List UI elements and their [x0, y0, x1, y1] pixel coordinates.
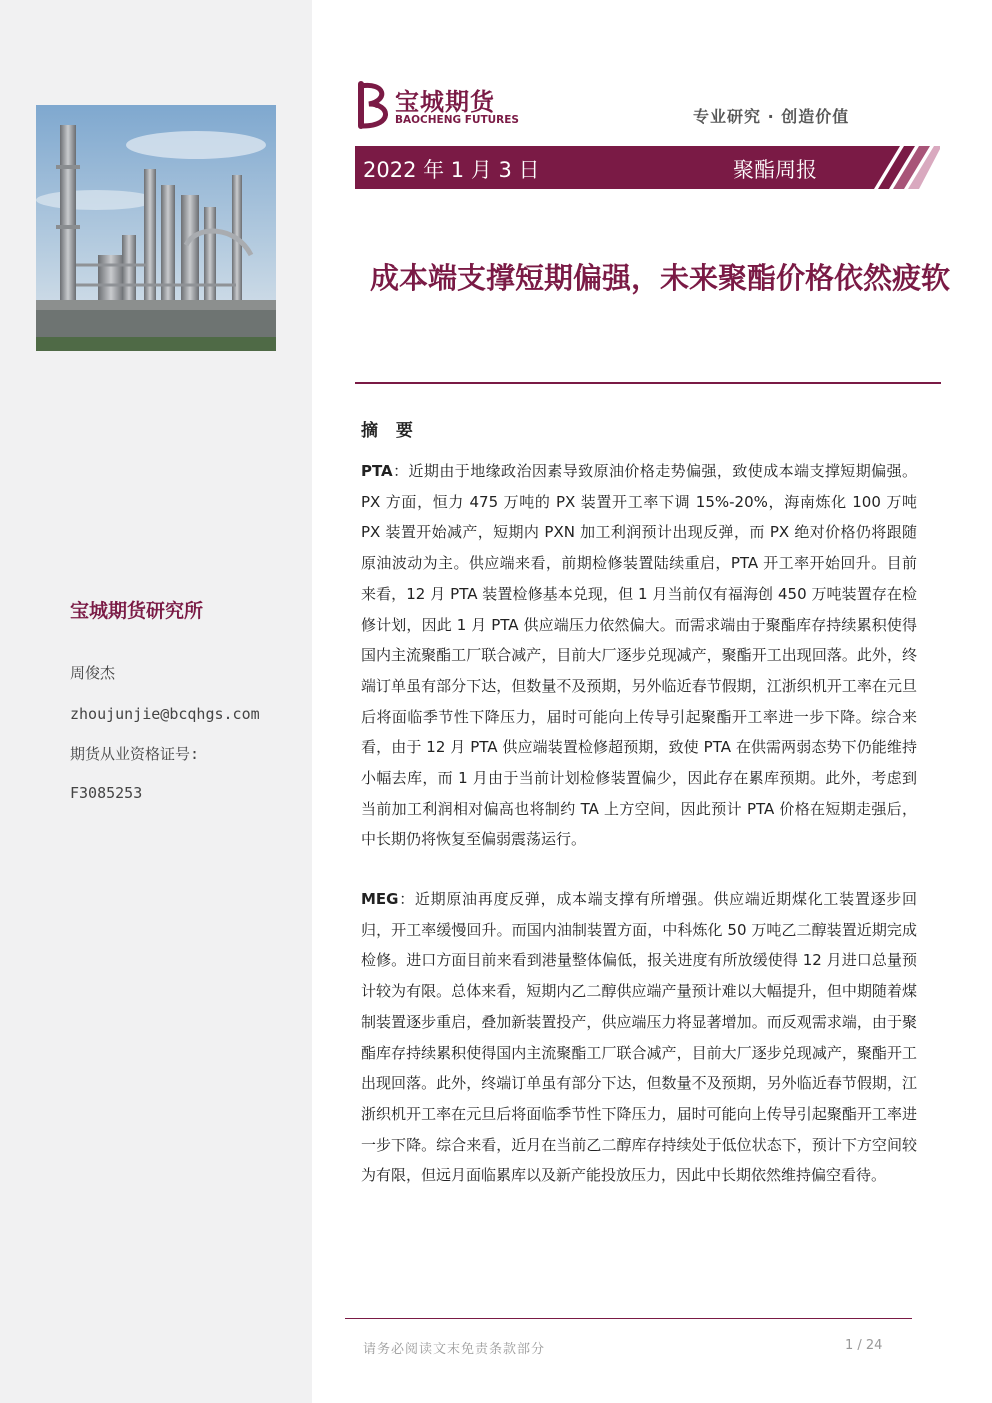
report-type: 聚酯周报 — [733, 158, 817, 182]
pta-tag: PTA — [361, 462, 393, 480]
meg-text: ：近期原油再度反弹，成本端支撑有所增强。供应端近期煤化工装置逐步回归，开工率缓慢回升。而国内油制装置方面，中科炼化 50 万吨乙二醇装置近期完成检修。进口方面目前来看到港量整体偏低，报关进度有所放缓使得 12 月进口总量预计较为有限。总体来看，短期内乙二醇供应端产量预计难以大幅提升，但中期随着煤制装置逐步重启，叠加新装置投产，供应端压力将显著增加。而反观需求端，由于聚酯库存持续累积使得国内主流聚酯工厂联合减产，目前大厂逐步兑现减产，聚酯开工出现回落。此外，终端订单虽有部分下达，但数量不及预期，另外临近春节假期，江浙织机开工率在元旦后将面临季节性下降压力，届时可能向上传导引起聚酯开工率进一步下降。综合来看，近月在当前乙二醇库存持续处于低位状态下，预计下方空间较为有限，但远月面临累库以及新产能投放压力，因此中长期依然维持偏空看待。 — [361, 890, 917, 1185]
report-banner — [355, 146, 940, 189]
pta-text: ：近期由于地缘政治因素导致原油价格走势偏强，致使成本端支撑短期偏强。PX 方面，恒力 475 万吨的 PX 装置开工率下调 15%-20%，海南炼化 100 万吨 PX 装置开始减产，短期内 PXN 加工利润预计出现反弹，而 PX 绝对价格仍将跟随原油波动为主。供应端来看，前期检修装置陆续重启，PTA 开工率开始回升。目前来看，12 月 PTA 装置检修基本兑现，但 1 月当前仅有福海创 450 万吨装置存在检修计划，因此 1 月 PTA 供应端压力依然偏大。而需求端由于聚酯库存持续累积使得国内主流聚酯工厂联合减产，目前大厂逐步兑现减产，聚酯开工出现回落。此外，终端订单虽有部分下达，但数量不及预期，另外临近春节假期，江浙织机开工率在元旦后将面临季节性下降压力，届时可能向上传导引起聚酯开工率进一步下降。综合来看，由于 12 月 PTA 供应端装置检修超预期，致使 PTA 在供需两弱态势下仍能维持小幅去库，而 1 月由于当前计划检修装置偏少，因此存在累库预期。此外，考虑到当前加工利润相对偏高也将制约 TA 上方空间，因此预计 PTA 价格在短期走强后，中长期仍将恢复至偏弱震荡运行。 — [361, 462, 917, 849]
page-number: 1 / 24 — [845, 1338, 883, 1353]
report-date: 2022 年 1 月 3 日 — [363, 158, 540, 182]
author-name: 周俊杰 — [70, 664, 116, 682]
license-label: 期货从业资格证号: — [70, 745, 200, 763]
logo-english-text: BAOCHENG FUTURES — [395, 114, 519, 126]
institute-name: 宝城期货研究所 — [70, 600, 204, 622]
disclaimer-note: 请务必阅读文末免责条款部分 — [363, 1342, 546, 1357]
abstract-heading: 摘 要 — [361, 421, 419, 441]
title-divider — [355, 382, 941, 384]
meg-tag: MEG — [361, 890, 399, 908]
slogan: 专业研究 · 创造价值 — [693, 107, 850, 126]
author-email[interactable]: zhoujunjie@bcqhgs.com — [70, 705, 260, 723]
meg-paragraph — [361, 884, 917, 1191]
pta-paragraph — [361, 456, 917, 855]
footer-divider — [345, 1318, 912, 1319]
logo-mark-icon — [355, 80, 395, 130]
logo-chinese-text: 宝城期货 — [395, 88, 495, 116]
license-number: F3085253 — [70, 784, 143, 802]
company-logo — [355, 80, 530, 134]
sidebar — [0, 0, 312, 1403]
refinery-photo — [36, 105, 276, 351]
report-title: 成本端支撑短期偏强，未来聚酯价格依然疲软 — [369, 261, 950, 295]
